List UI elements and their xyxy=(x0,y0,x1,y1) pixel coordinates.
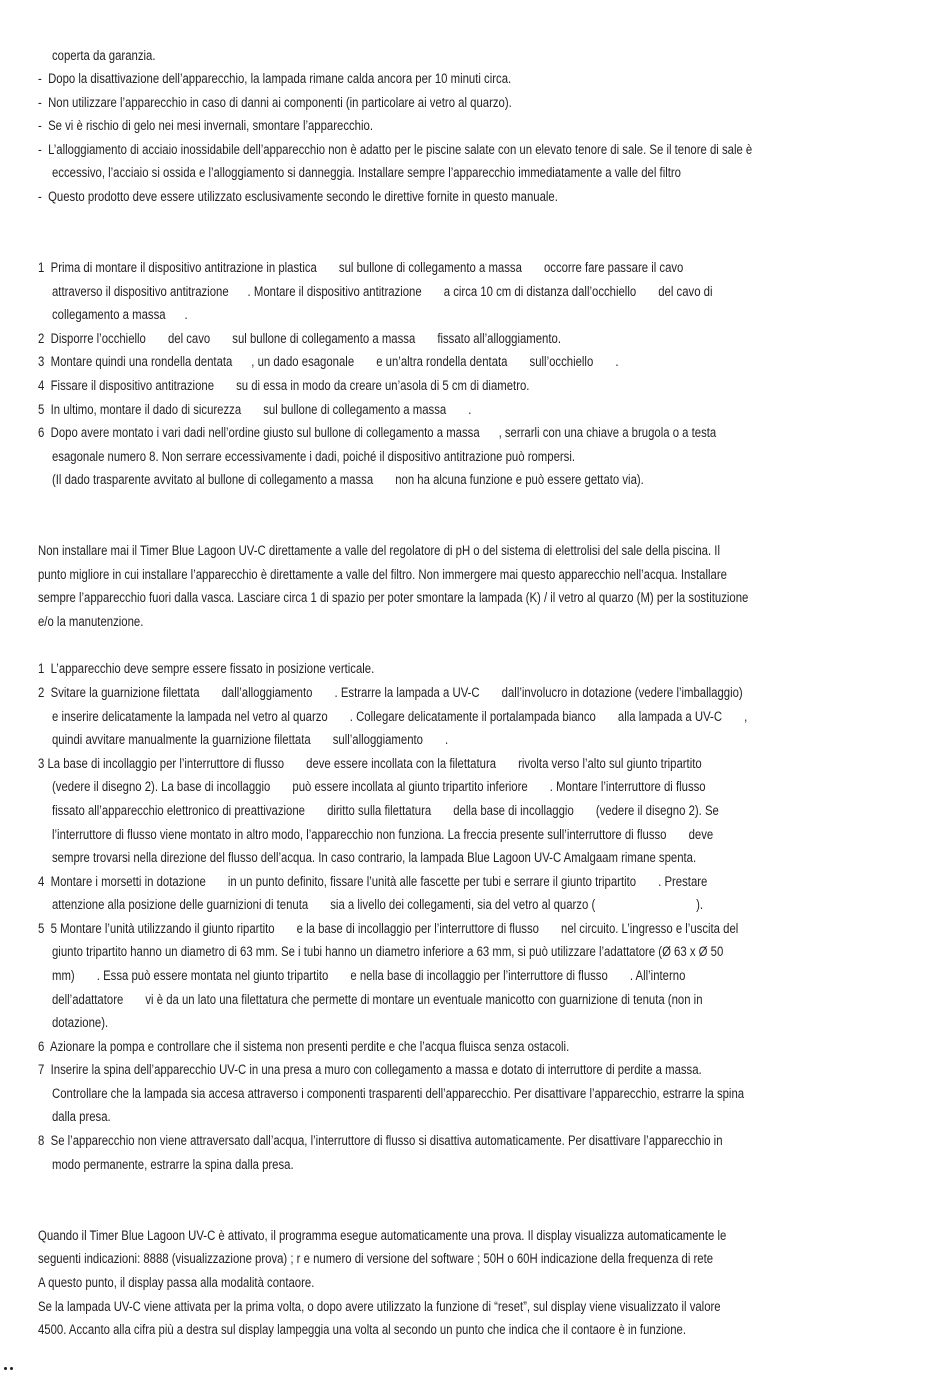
text-line: - Questo prodotto deve essere utilizzato esclusivamente secondo le direttive fornite in questo manuale. xyxy=(38,189,558,205)
text-line: dell’adattatore vi è da un lato una filettatura che permette di montare un eventuale manicotto con guarnizione di tenuta (non in xyxy=(52,992,703,1008)
text-line: attraverso il dispositivo antitrazione . Montare il dispositivo antitrazione a circa 10 cm di distanza dall’occhiello del cavo di xyxy=(52,284,713,300)
text-line: 1 L’apparecchio deve sempre essere fissato in posizione verticale. xyxy=(38,661,375,677)
text-line: - Se vi è rischio di gelo nei mesi invernali, smontare l’apparecchio. xyxy=(38,118,373,134)
text-line: 6 Azionare la pompa e controllare che il sistema non presenti perdite e che l’acqua fluisca senza ostacoli. xyxy=(38,1039,570,1055)
text-line: - Dopo la disattivazione dell’apparecchio, la lampada rimane calda ancora per 10 minuti circa. xyxy=(38,71,512,87)
text-line: 4500. Accanto alla cifra più a destra sul display lampeggia una volta al secondo un punto che indica che il contaore è in funzione. xyxy=(38,1322,687,1338)
text-line: l’interruttore di flusso viene montato in altro modo, l’apparecchio non funziona. La freccia presente sull’interruttore di flusso deve xyxy=(52,827,714,843)
text-line: 6 Dopo avere montato i vari dadi nell’ordine giusto sul bullone di collegamento a massa , serrarli con una chiave a brugola o a testa xyxy=(38,425,717,441)
text-line: (vedere il disegno 2). La base di incollaggio può essere incollata al giunto tripartito inferiore . Montare l’interruttore di flusso xyxy=(52,779,706,795)
text-line: 7 Inserire la spina dell’apparecchio UV-C in una presa a muro con collegamento a massa e dotato di interruttore di perdite a massa. xyxy=(38,1062,702,1078)
text-line: 4 Fissare il dispositivo antitrazione su di essa in modo da creare un’asola di 5 cm di diametro. xyxy=(38,378,530,394)
text-line: 2 Disporre l’occhiello del cavo sul bullone di collegamento a massa fissato all’alloggiamento. xyxy=(38,331,561,347)
text-line: Non installare mai il Timer Blue Lagoon UV-C direttamente a valle del regolatore di pH o del sistema di elettrolisi del sale della piscina. Il xyxy=(38,543,720,559)
text-line: 3 Montare quindi una rondella dentata , un dado esagonale e un’altra rondella dentata sull’occhiello . xyxy=(38,354,619,370)
text-line: 8 Se l’apparecchio non viene attraversato dall’acqua, l’interruttore di flusso si disattiva automaticamente. Per disattivare l’apparecchio in xyxy=(38,1133,723,1149)
text-line: e/o la manutenzione. xyxy=(38,614,144,630)
text-line: sempre trovarsi nella direzione del flusso dell’acqua. In caso contrario, la lampada Blue Lagoon UV-C Amalgaam rimane spenta. xyxy=(52,850,697,866)
text-line: punto migliore in cui installare l’apparecchio è direttamente a valle del filtro. Non immergere mai questo apparecchio nell’acqua. Installare xyxy=(38,567,727,583)
text-line: seguenti indicazioni: 8888 (visualizzazione prova) ; r e numero di versione del software ; 50H o 60H indicazione della frequenza di rete xyxy=(38,1251,714,1267)
text-line: modo permanente, estrarre la spina dalla presa. xyxy=(52,1157,294,1173)
text-line: esagonale numero 8. Non serrare eccessivamente i dadi, poiché il dispositivo antitrazione può rompersi. xyxy=(52,449,576,465)
text-line: eccessivo, l’acciaio si ossida e l’alloggiamento si danneggia. Installare sempre l’apparecchio immediatamente a valle del filtro xyxy=(52,165,681,181)
text-line: Controllare che la lampada sia accesa attraverso i componenti trasparenti dell’apparecchio. Per disattivare l’apparecchio, estrarre la spina xyxy=(52,1086,745,1102)
text-line: quindi avvitare manualmente la guarnizione filettata sull’alloggiamento . xyxy=(52,732,449,748)
text-line: attenzione alla posizione delle guarnizioni di tenuta sia a livello dei collegamenti, sia del vetro al quarzo ( ). xyxy=(52,897,710,913)
text-line: 5 In ultimo, montare il dado di sicurezza sul bullone di collegamento a massa . xyxy=(38,402,472,418)
text-line: giunto tripartito hanno un diametro di 63 mm. Se i tubi hanno un diametro inferiore a 63 mm, si può utilizzare l’adattatore (Ø 63 x Ø 50 xyxy=(52,944,724,960)
text-line: - L’alloggiamento di acciaio inossidabile dell’apparecchio non è adatto per le piscine salate con un elevato tenore di sale. Se il tenore di sale è xyxy=(38,142,753,158)
text-line: 2 Svitare la guarnizione filettata dall’alloggiamento . Estrarre la lampada a UV-C dall’involucro in dotazione (vedere l’imballaggio) xyxy=(38,685,743,701)
text-line: Se la lampada UV-C viene attivata per la prima volta, o dopo avere utilizzato la funzione di “reset”, sul display viene visualizzato il valore xyxy=(38,1299,721,1315)
text-line: A questo punto, il display passa alla modalità contaore. xyxy=(38,1275,315,1291)
text-line: e inserire delicatamente la lampada nel vetro al quarzo . Collegare delicatamente il portalampada bianco alla lampada a UV-C , xyxy=(52,709,748,725)
text-line: Quando il Timer Blue Lagoon UV-C è attivato, il programma esegue automaticamente una prova. Il display visualizza automaticamente le xyxy=(38,1228,727,1244)
text-line: 5 5 Montare l’unità utilizzando il giunto ripartito e la base di incollaggio per l’interruttore di flusso nel circuito. L’ingresso e l’uscita del xyxy=(38,921,739,937)
text-line: - Non utilizzare l’apparecchio in caso di danni ai componenti (in particolare ai vetro al quarzo). xyxy=(38,95,512,111)
text-line: dotazione). xyxy=(52,1015,109,1031)
text-line: 4 Montare i morsetti in dotazione in un punto definito, fissare l’unità alle fascette per tubi e serrare il giunto tripartito . Prestare xyxy=(38,874,708,890)
text-line: 3 La base di incollaggio per l’interruttore di flusso deve essere incollata con la filettatura rivolta verso l’alto sul giunto tripartito xyxy=(38,756,702,772)
text-line: coperta da garanzia. xyxy=(52,48,156,64)
text-line: (Il dado trasparente avvitato al bullone di collegamento a massa non ha alcuna funzione e può essere gettato via). xyxy=(52,472,644,488)
text-line: sempre l’apparecchio fuori dalla vasca. Lasciare circa 1 di spazio per poter smontare la lampada (K) / il vetro al quarzo (M) per la sostituzione xyxy=(38,590,749,606)
text-line: collegamento a massa . xyxy=(52,307,188,323)
text-line: dalla presa. xyxy=(52,1109,111,1125)
page-number-fragment xyxy=(4,1367,18,1371)
text-line: fissato all’apparecchio elettronico di preattivazione diritto sulla filettatura della base di incollaggio (vedere il disegno 2). Se xyxy=(52,803,719,819)
text-line: 1 Prima di montare il dispositivo antitrazione in plastica sul bullone di collegamento a massa occorre fare passare il cavo xyxy=(38,260,684,276)
text-line: mm) . Essa può essere montata nel giunto tripartito e nella base di incollaggio per l’interruttore di flusso . All’interno xyxy=(52,968,686,984)
